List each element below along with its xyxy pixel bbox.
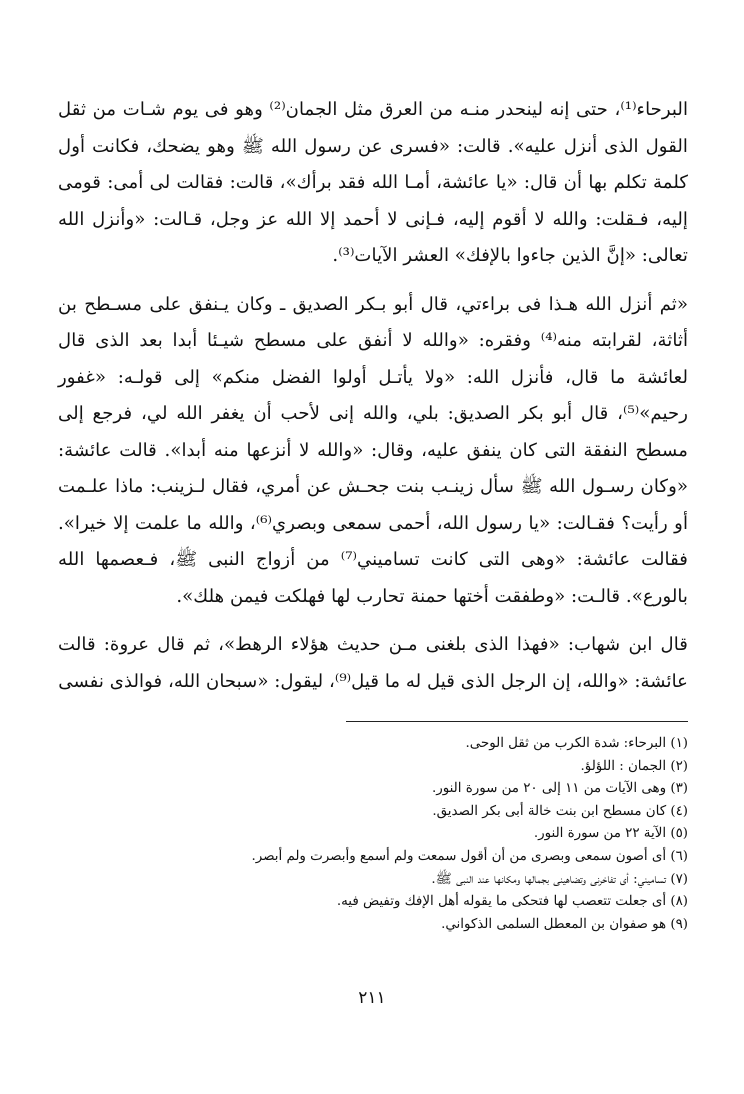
footnote-8: (٨) أى جعلت تتعصب لها فتحكى ما يقوله أهل الإفك وتفيض فيه. (336, 894, 688, 910)
footnote-3: (٣) وهى الآيات من ١١ إلى ٢٠ من سورة النور. (431, 781, 688, 797)
paragraph-2: «ثم أنزل الله هـذا فى براءتي، قال أبو بـكر الصديق ـ وكان يـنفق على مسـطح بن أثاثة، لقرابته منه⁽⁴⁾ وفقره: «والله لا أنفق على مسطح شيـئا أبدا بعد الذى قال لعائشة ما قال، فأنزل الله: «ولا يأتـل أولوا الفضل منكم» إلى قولـه: «غفور رحيم»⁽⁵⁾، قال أبو بكر الصديق: بلي، والله إنى لأحب أن يغفر الله لي، فرجع إلى مسطح النفقة التى كان ينفق عليه، وقال: «والله لا أنزعها منه أبدا». قالت عائشة: «وكان رسـول الله ﷺ سأل زينـب بنت جحـش عن أمري، فقال لـزينب: ماذا علـمت أو رأيت؟ فقـالت: «يا رسول الله، أحمى سمعى وبصري⁽⁶⁾، والله ما علمت إلا خيرا». فقالت عائشة: «وهى التى كانت تساميني⁽⁷⁾ من أزواج النبى ﷺ، فـعصمها الله بالورع». قالـت: «وطفقت أختها حمنة تحارب لها فهلكت فيمن هلك». (58, 293, 689, 607)
footnotes (128, 733, 688, 936)
page-number: ٢١١ (358, 988, 386, 1008)
paragraph-1: البرحاء⁽¹⁾، حتى إنه لينحدر منـه من العرق مثل الجمان⁽²⁾ وهو فى يوم شـات من ثقل القول الذى أنزل عليه». قالت: «فسرى عن رسول الله ﷺ وهو يضحك، فكانت أول كلمة تكلم بها أن قال: «يا عائشة، أمـا الله فقد برأك»، قالت: فقالت لى أمى: قومى إليه، فـقلت: والله لا أقوم إليه، فـإنى لا أحمد إلا الله عز وجل، قـالت: «وأنزل الله تعالى: «إنَّ الذين جاءوا بالإفك» العشر الآيات⁽³⁾. (58, 99, 689, 266)
footnote-9: (٩) هو صفوان بن المعطل السلمى الذكواني. (441, 916, 688, 932)
footnote-5: (٥) الآية ٢٢ من سورة النور. (533, 826, 688, 842)
footnote-6: (٦) أى أصون سمعى وبصرى من أن أقول سمعت ولم أسمع وأبصرت ولم أبصر. (251, 848, 688, 864)
main-text (58, 92, 688, 700)
footnote-divider (346, 721, 688, 722)
footnote-7: (٧) تساميني: أى تفاخرنى وتضاهينى بجمالها ومكانها عند النبى ﷺ. (431, 871, 688, 887)
footnote-1: (١) البرحاء: شدة الكرب من ثقل الوحى. (465, 736, 688, 751)
footnote-2: (٢) الجمان : اللؤلؤ. (580, 758, 688, 774)
paragraph-3: قال ابن شهاب: «فهذا الذى بلغنى مـن حديث هؤلاء الرهط»، ثم قال عروة: قالت عائشة: «والله، إن الرجل الذى قيل له ما قيل⁽⁹⁾، ليقول: «سبحان الله، فوالذى نفسى (58, 634, 688, 692)
footnote-4: (٤) كان مسطح ابن بنت خالة أبى بكر الصديق. (432, 803, 688, 819)
page-body (58, 92, 688, 708)
